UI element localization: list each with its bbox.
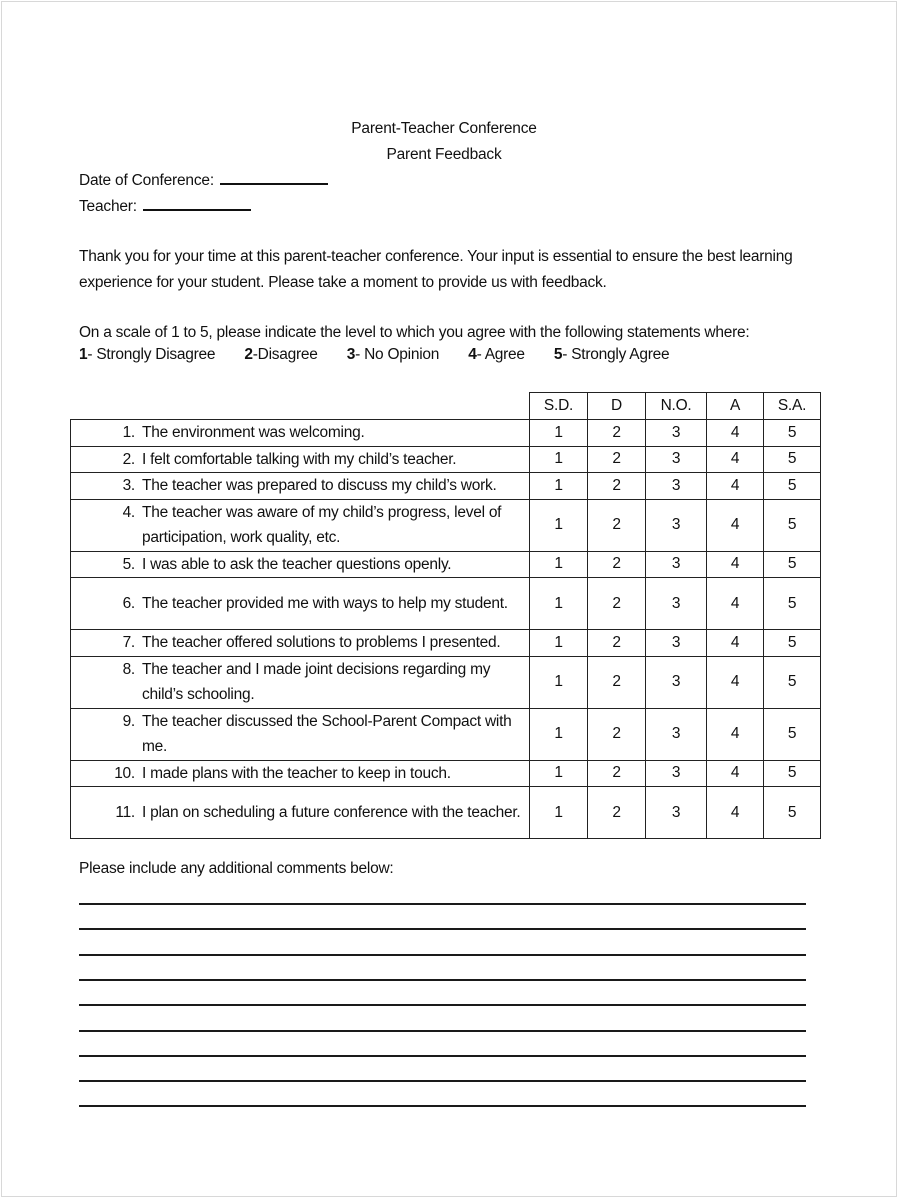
scale-number: 1 (79, 346, 88, 363)
statement-number: 6. (122, 594, 135, 612)
column-header-sd: S.D. (530, 393, 588, 420)
statement-cell (71, 446, 530, 473)
statement (71, 552, 529, 578)
comments-label: Please include any additional comments below: (79, 860, 394, 877)
teacher-blank-line[interactable] (143, 197, 251, 211)
scale-legend-item (347, 346, 439, 363)
scale-number: 2 (244, 346, 253, 363)
rating-option-2[interactable]: 2 (588, 420, 646, 447)
rating-option-5[interactable]: 5 (764, 551, 821, 578)
statement-text: I was able to ask the teacher questions openly. (142, 555, 452, 573)
comment-line[interactable] (79, 1105, 806, 1107)
statement-text: The teacher offered solutions to problems I presented. (142, 634, 501, 651)
statement-number: 7. (122, 634, 135, 651)
statement-number: 9. (122, 712, 135, 730)
table-row (71, 446, 821, 473)
comment-line[interactable] (79, 1004, 806, 1006)
statement (71, 420, 529, 446)
statement-number: 5. (122, 555, 135, 573)
statement-cell (71, 551, 530, 578)
rating-option-5[interactable]: 5 (764, 630, 821, 657)
rating-option-2[interactable]: 2 (588, 499, 646, 551)
rating-option-5[interactable]: 5 (764, 499, 821, 551)
rating-option-2[interactable]: 2 (588, 578, 646, 630)
statement (71, 761, 529, 787)
statement-cell (71, 420, 530, 447)
scale-legend-item (554, 346, 670, 363)
rating-option-5[interactable]: 5 (764, 656, 821, 708)
rating-option-3[interactable]: 3 (646, 551, 707, 578)
table-row (71, 551, 821, 578)
rating-option-2[interactable]: 2 (588, 787, 646, 839)
feedback-table (70, 392, 821, 839)
statement-text: The environment was welcoming. (142, 424, 365, 441)
table-row (71, 656, 821, 708)
statement-cell (71, 578, 530, 630)
rating-option-4[interactable]: 4 (707, 473, 764, 500)
table-row (71, 499, 821, 551)
statement (71, 630, 529, 656)
rating-option-1[interactable]: 1 (530, 420, 588, 447)
scale-label: -Disagree (252, 346, 318, 363)
scale-label: - No Opinion (355, 346, 440, 363)
statement-text: The teacher was aware of my child’s progress, level of participation, work quality, etc. (142, 503, 502, 546)
statement-header-blank (71, 393, 530, 420)
rating-option-4[interactable]: 4 (707, 787, 764, 839)
rating-option-5[interactable]: 5 (764, 578, 821, 630)
statement-cell (71, 499, 530, 551)
rating-option-3[interactable]: 3 (646, 446, 707, 473)
rating-option-3[interactable]: 3 (646, 420, 707, 447)
scale-legend-item (468, 346, 525, 363)
table-row (71, 473, 821, 500)
table-row (71, 760, 821, 787)
statement-cell (71, 656, 530, 708)
rating-option-2[interactable]: 2 (588, 551, 646, 578)
statement-cell (71, 630, 530, 657)
table-header-row (71, 393, 821, 420)
table-row (71, 578, 821, 630)
rating-option-5[interactable]: 5 (764, 760, 821, 787)
statement-text: I plan on scheduling a future conference with the teacher. (142, 803, 521, 821)
scale-number: 3 (346, 346, 356, 363)
rating-option-3[interactable]: 3 (646, 656, 707, 708)
rating-option-1[interactable]: 1 (530, 760, 588, 787)
rating-option-1[interactable]: 1 (530, 787, 588, 839)
comment-line[interactable] (79, 979, 806, 981)
comment-line[interactable] (79, 1080, 806, 1082)
table-row (71, 420, 821, 447)
statement-text: The teacher discussed the School-Parent Compact with me. (142, 712, 512, 755)
column-header-a: A (707, 393, 764, 420)
scale-number: 5 (553, 346, 563, 363)
rating-option-1[interactable]: 1 (530, 499, 588, 551)
rating-option-5[interactable]: 5 (764, 708, 821, 760)
scale-number: 4 (468, 346, 477, 363)
date-blank-line[interactable] (220, 171, 328, 185)
rating-option-1[interactable]: 1 (530, 578, 588, 630)
rating-option-1[interactable]: 1 (530, 630, 588, 657)
statement (71, 447, 529, 473)
intro-paragraph: Thank you for your time at this parent-teacher conference. Your input is essential to ensure the best learning experience for your student. Please take a moment to provide us with feedback. (79, 248, 793, 291)
teacher-label: Teacher: (79, 198, 137, 215)
rating-option-3[interactable]: 3 (646, 760, 707, 787)
rating-option-4[interactable]: 4 (707, 446, 764, 473)
rating-option-3[interactable]: 3 (646, 473, 707, 500)
date-label: Date of Conference: (79, 172, 214, 189)
statement-cell (71, 787, 530, 839)
rating-option-4[interactable]: 4 (707, 499, 764, 551)
rating-option-2[interactable]: 2 (588, 446, 646, 473)
statement-number: 2. (122, 450, 135, 468)
rating-option-1[interactable]: 1 (530, 446, 588, 473)
comment-line[interactable] (79, 1030, 806, 1032)
statement-number: 10. (114, 764, 135, 782)
statement-text: The teacher was prepared to discuss my child’s work. (142, 477, 497, 494)
column-header-sa: S.A. (764, 393, 821, 420)
rating-option-2[interactable]: 2 (588, 708, 646, 760)
rating-option-5[interactable]: 5 (764, 473, 821, 500)
table-row (71, 708, 821, 760)
statement-text: The teacher and I made joint decisions regarding my child’s schooling. (142, 660, 491, 703)
statement-cell (71, 760, 530, 787)
rating-option-4[interactable]: 4 (707, 656, 764, 708)
teacher-field (79, 197, 251, 216)
statement-number: 3. (122, 477, 135, 494)
scale-label: - Strongly Disagree (87, 346, 216, 363)
column-header-d: D (588, 393, 646, 420)
statement (71, 591, 529, 617)
statement-text: I made plans with the teacher to keep in touch. (142, 764, 451, 782)
statement-number: 1. (122, 424, 135, 441)
statement (71, 657, 529, 708)
rating-option-2[interactable]: 2 (588, 656, 646, 708)
scale-legend-item (79, 346, 215, 363)
statement-cell (71, 473, 530, 500)
scale-legend-item (244, 346, 317, 363)
statement (71, 800, 529, 826)
comment-line[interactable] (79, 954, 806, 956)
rating-option-4[interactable]: 4 (707, 578, 764, 630)
comment-line[interactable] (79, 928, 806, 930)
rating-option-4[interactable]: 4 (707, 630, 764, 657)
rating-option-1[interactable]: 1 (530, 551, 588, 578)
table-row (71, 630, 821, 657)
rating-option-3[interactable]: 3 (646, 578, 707, 630)
scale-label: - Strongly Agree (562, 346, 670, 363)
statement-number: 11. (115, 803, 135, 821)
statement-cell (71, 708, 530, 760)
statement-text: The teacher provided me with ways to help my student. (142, 594, 508, 612)
form-title: Parent-Teacher Conference (351, 120, 537, 137)
statement-number: 8. (122, 660, 135, 678)
statement (71, 500, 529, 551)
rating-option-1[interactable]: 1 (530, 473, 588, 500)
scale-label: - Agree (476, 346, 525, 363)
rating-option-3[interactable]: 3 (646, 787, 707, 839)
rating-option-2[interactable]: 2 (588, 473, 646, 500)
statement (71, 473, 529, 499)
column-header-no: N.O. (646, 393, 707, 420)
rating-option-5[interactable]: 5 (764, 787, 821, 839)
rating-option-4[interactable]: 4 (707, 551, 764, 578)
statement-text: I felt comfortable talking with my child’s teacher. (142, 450, 457, 468)
rating-option-5[interactable]: 5 (764, 420, 821, 447)
date-of-conference-field (79, 171, 328, 190)
scale-legend (79, 346, 694, 364)
rating-option-5[interactable]: 5 (764, 446, 821, 473)
table-row (71, 787, 821, 839)
form-subtitle: Parent Feedback (386, 146, 502, 163)
scale-instruction: On a scale of 1 to 5, please indicate the level to which you agree with the following statements where: (79, 324, 750, 341)
rating-option-4[interactable]: 4 (707, 420, 764, 447)
rating-option-4[interactable]: 4 (707, 708, 764, 760)
rating-option-3[interactable]: 3 (646, 630, 707, 657)
statement-number: 4. (122, 503, 135, 521)
rating-option-3[interactable]: 3 (646, 708, 707, 760)
rating-option-4[interactable]: 4 (707, 760, 764, 787)
rating-option-3[interactable]: 3 (646, 499, 707, 551)
rating-option-2[interactable]: 2 (588, 630, 646, 657)
comment-line[interactable] (79, 903, 806, 905)
rating-option-1[interactable]: 1 (530, 708, 588, 760)
rating-option-1[interactable]: 1 (530, 656, 588, 708)
rating-option-2[interactable]: 2 (588, 760, 646, 787)
statement (71, 709, 529, 760)
comment-line[interactable] (79, 1055, 806, 1057)
